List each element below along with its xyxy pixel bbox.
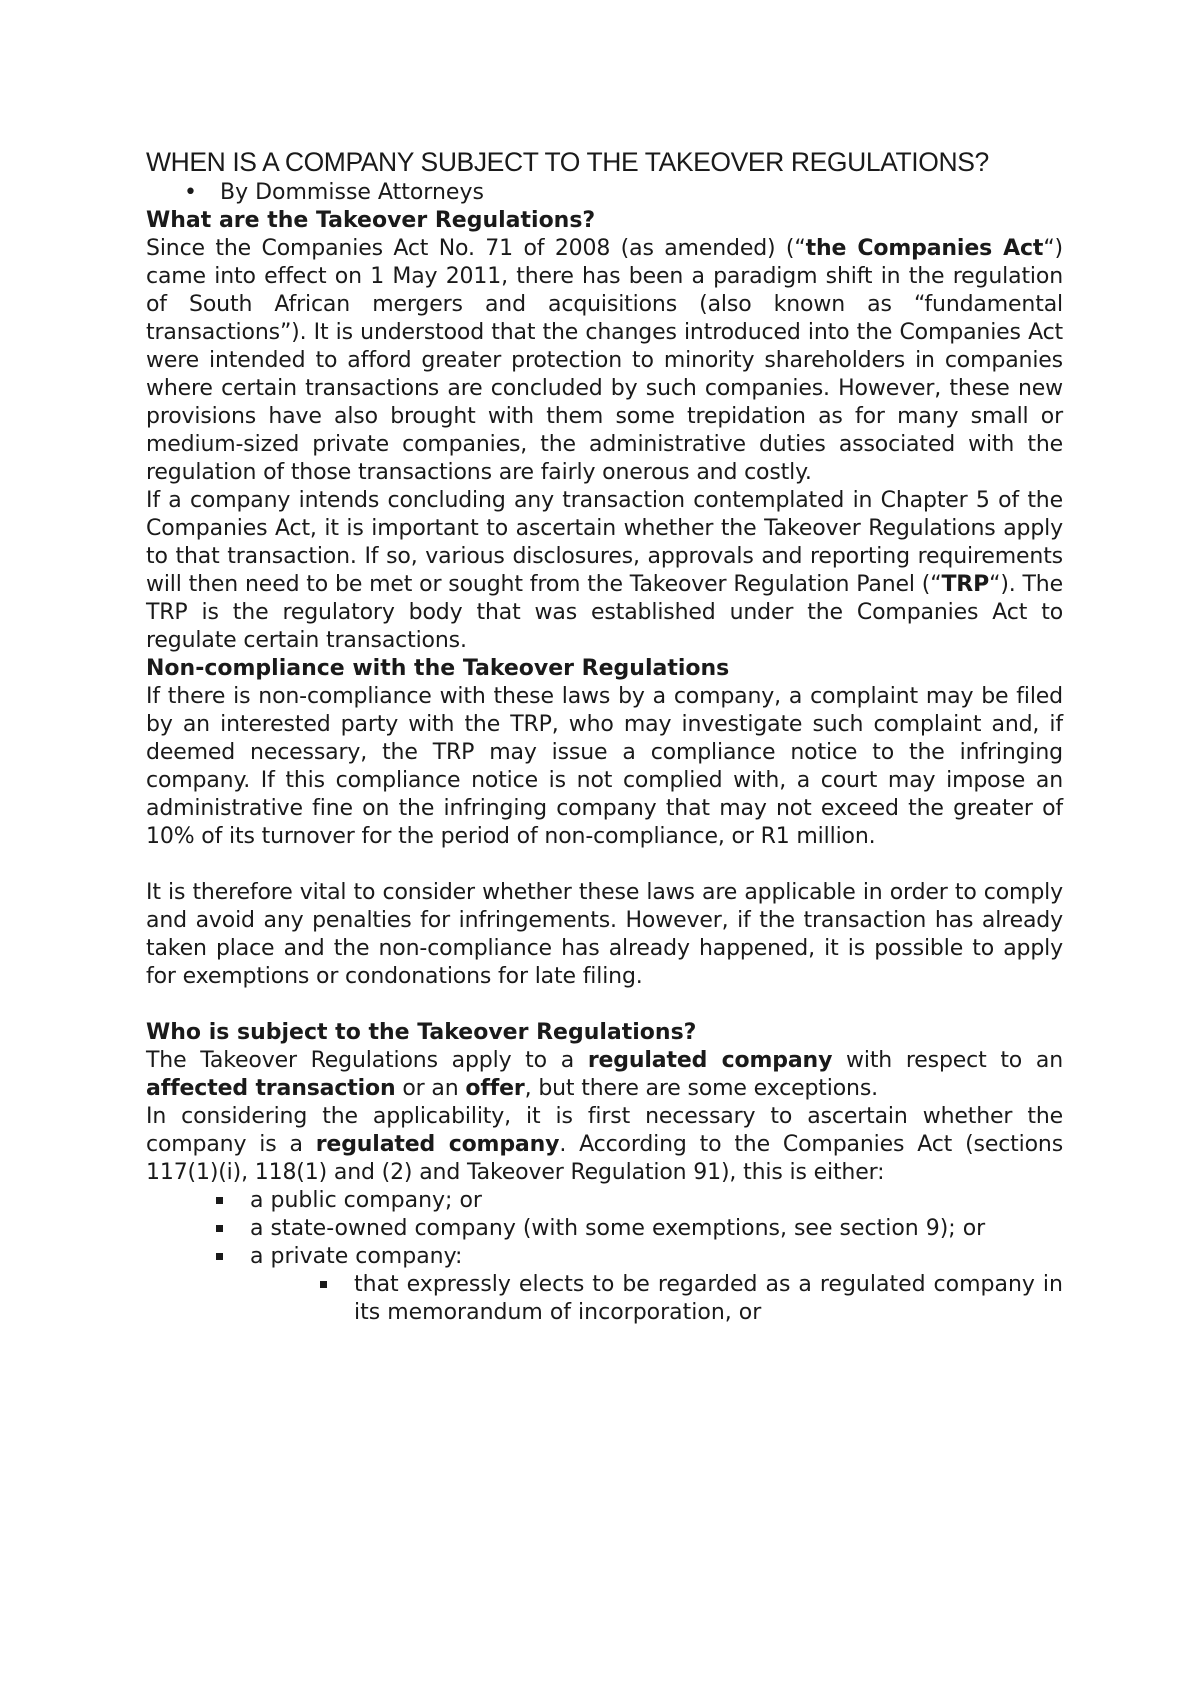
section-heading-what-are: What are the Takeover Regulations?: [146, 208, 596, 233]
text-run: or an: [395, 1076, 466, 1101]
bold-term: affected transaction: [146, 1076, 396, 1101]
text-run: The Takeover Regulations apply to a: [146, 1048, 588, 1073]
document-title: WHEN IS A COMPANY SUBJECT TO THE TAKEOVER REGULATIONS?: [146, 147, 989, 177]
paragraph-apply-to: [146, 1047, 1063, 1103]
text-run: “). The TRP is the regulatory body that was established under the Companies Act to regulate certain transactions.: [146, 572, 1063, 653]
bold-term: the Companies Act: [805, 236, 1044, 261]
text-run: with respect to an: [832, 1048, 1063, 1073]
text-run: , but there are some exceptions.: [524, 1076, 878, 1101]
text-run: Since the Companies Act No. 71 of 2008 (as amended) (“: [146, 236, 806, 261]
list-item: a private company:: [146, 1243, 1063, 1271]
section-heading-who-is-subject: Who is subject to the Takeover Regulations?: [146, 1020, 697, 1045]
bold-term: regulated company: [587, 1048, 833, 1073]
text-run: In considering the applicability, it is first necessary to ascertain whether the company is a: [146, 1104, 1063, 1157]
bold-term: offer: [465, 1076, 525, 1101]
text-run: “) came into effect on 1 May 2011, there has been a paradigm shift in the regulation of South African mergers and acquisitions (also known as “fundamental transactions”). It is understood that the changes introduced into the Companies Act were intended to afford greater protection to minority shareholders in companies where certain transactions are concluded by such companies. However, these new provisions have also brought with them some trepidation as for many small or medium-sized private companies, the administrative duties associated with the regulation of those transactions are fairly onerous and costly.: [146, 236, 1063, 485]
list-item: a public company; or: [146, 1187, 1063, 1215]
text-run: If a company intends concluding any transaction contemplated in Chapter 5 of the Companies Act, it is important to ascertain whether the Takeover Regulations apply to that transaction. If so, various disclosures, approvals and reporting requirements will then need to be met or sought from the Takeover Regulation Panel (“: [146, 488, 1063, 597]
spacer: [146, 851, 1063, 879]
list-item: a state-owned company (with some exemptions, see section 9); or: [146, 1215, 1063, 1243]
bold-term: TRP: [941, 572, 990, 597]
text-run: . According to the Companies Act (sections 117(1)(i), 118(1) and (2) and Takeover Regulation 91), this is either:: [146, 1132, 1064, 1185]
regulated-company-list: [146, 1187, 1063, 1327]
sub-list-item: that expressly elects to be regarded as a regulated company in its memorandum of incorporation, or: [146, 1271, 1063, 1327]
byline-list: [146, 179, 1063, 207]
byline: • By Dommisse Attorneys: [146, 179, 1063, 207]
spacer: [146, 991, 1063, 1019]
paragraph-complaint: If there is non-compliance with these laws by a company, a complaint may be filed by an interested party with the TRP, who may investigate such complaint and, if deemed necessary, the TRP may issue a compliance notice to the infringing company. If this compliance notice is not complied with, a court may impose an administrative fine on the infringing company that may not exceed the greater of 10% of its turnover for the period of non-compliance, or R1 million.: [146, 684, 1063, 849]
paragraph-intro: [146, 235, 1063, 487]
paragraph-chapter-5: [146, 487, 1063, 655]
paragraph-applicability: [146, 1103, 1063, 1187]
bold-term: regulated company: [315, 1132, 560, 1157]
section-heading-non-compliance: Non-compliance with the Takeover Regulations: [146, 656, 730, 681]
paragraph-vital: It is therefore vital to consider whether these laws are applicable in order to comply and avoid any penalties for infringements. However, if the transaction has already taken place and the non-compliance has already happened, it is possible to apply for exemptions or condonations for late filing.: [146, 880, 1063, 989]
